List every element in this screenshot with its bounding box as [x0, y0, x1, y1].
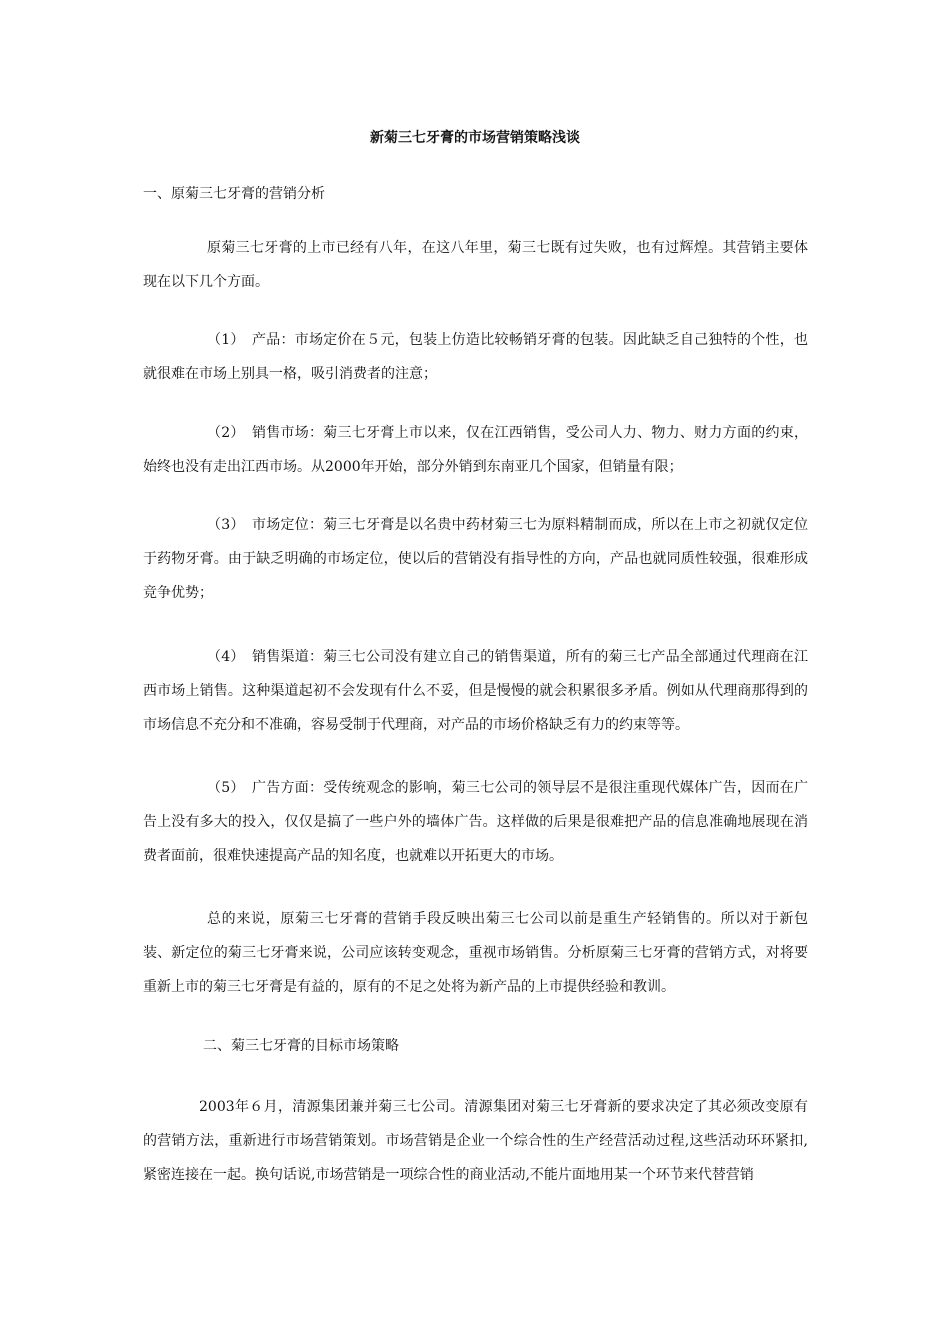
item-paragraph-4: （4） 销售渠道：菊三七公司没有建立自己的销售渠道，所有的菊三七产品全部通过代理商在江西市场上销售。这种渠道起初不会发现有什么不妥，但是慢慢的就会积累很多矛盾。例如从代理商那得到的市场信息不充分和不准确，容易受制于代理商，对产品的市场价格缺乏有力的约束等等。	[143, 649, 808, 733]
intro-paragraph: 原菊三七牙膏的上市已经有八年，在这八年里，菊三七既有过失败，也有过辉煌。其营销主要体现在以下几个方面。	[143, 240, 808, 290]
section-2-heading: 二、菊三七牙膏的目标市场策略	[203, 1038, 399, 1054]
item-paragraph-2: （2） 销售市场：菊三七牙膏上市以来，仅在江西销售，受公司人力、物力、财力方面的约束，始终也没有走出江西市场。从2000年开始，部分外销到东南亚几个国家，但销量有限；	[143, 425, 808, 475]
section-1-heading: 一、原菊三七牙膏的营销分析	[143, 186, 325, 202]
item-paragraph-3: （3） 市场定位：菊三七牙膏是以名贵中药材菊三七为原料精制而成，所以在上市之初就仅定位于药物牙膏。由于缺乏明确的市场定位，使以后的营销没有指导性的方向，产品也就同质性较强，很难形成竞争优势；	[143, 517, 808, 601]
item-paragraph-1: （1） 产品：市场定价在５元，包装上仿造比较畅销牙膏的包装。因此缺乏自己独特的个性，也就很难在市场上别具一格，吸引消费者的注意；	[143, 332, 808, 382]
document-title: 新菊三七牙膏的市场营销策略浅谈	[370, 130, 580, 146]
section-2-paragraph: 2003年６月，清源集团兼并菊三七公司。清源集团对菊三七牙膏新的要求决定了其必须改变原有的营销方法，重新进行市场营销策划。市场营销是企业一个综合性的生产经营活动过程,这些活动环环紧扣,紧密连接在一起。换句话说,市场营销是一项综合性的商业活动,不能片面地用某一个环节来代替营销	[143, 1099, 808, 1183]
summary-paragraph: 总的来说，原菊三七牙膏的营销手段反映出菊三七公司以前是重生产轻销售的。所以对于新包装、新定位的菊三七牙膏来说，公司应该转变观念，重视市场销售。分析原菊三七牙膏的营销方式，对将要重新上市的菊三七牙膏是有益的，原有的不足之处将为新产品的上市提供经验和教训。	[143, 911, 808, 995]
item-paragraph-5: （5） 广告方面：受传统观念的影响，菊三七公司的领导层不是很注重现代媒体广告，因而在广告上没有多大的投入，仅仅是搞了一些户外的墙体广告。这样做的后果是很难把产品的信息准确地展现在消费者面前，很难快速提高产品的知名度，也就难以开拓更大的市场。	[143, 780, 808, 864]
